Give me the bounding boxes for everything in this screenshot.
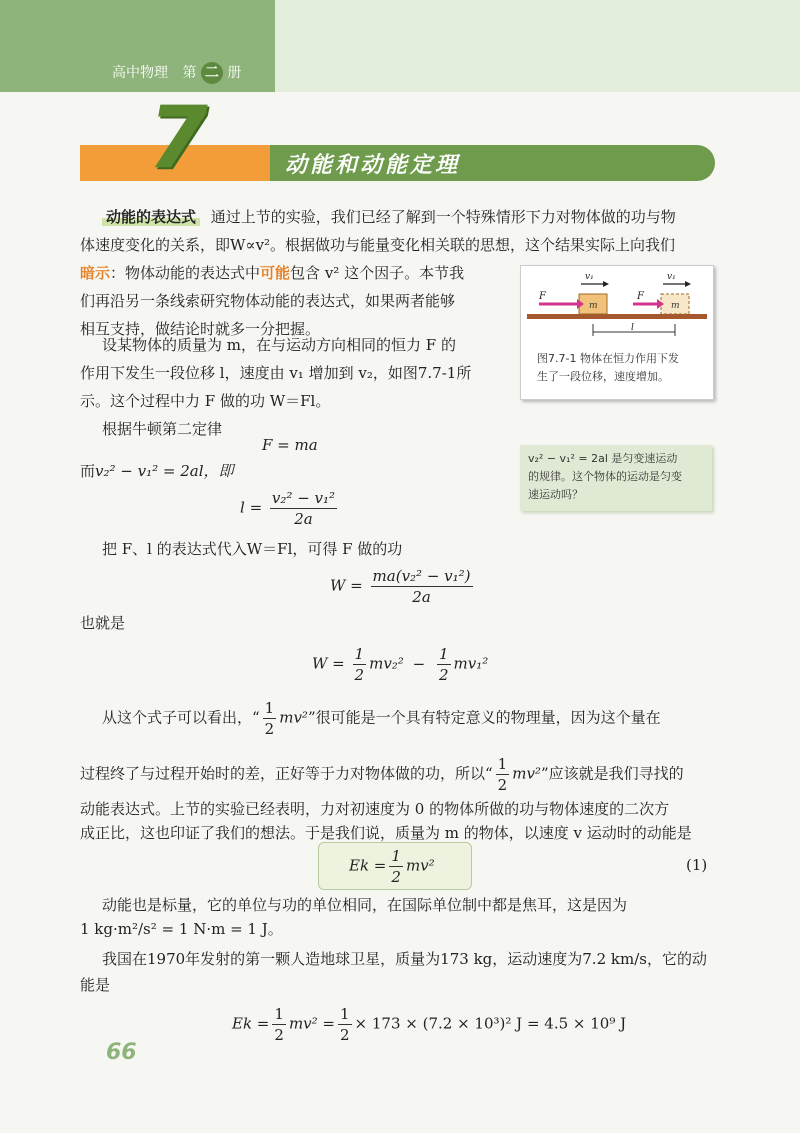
para3-line-1: 从这个式子可以看出，“ $\frac{1}{2}$ mv²”很可能是一个具有特定意义的物理量，因为这个量在: [102, 699, 661, 738]
figure-caption-1: 图7.7-1 物体在恒力作用下发: [537, 352, 679, 365]
para2-line-3: 示。这个过程中力 F 做的功 W＝Fl。: [80, 392, 331, 410]
intro-line-4: 们再沿另一条线索研究物体动能的表达式，如果两者能够: [80, 292, 456, 310]
volume-badge: 二: [201, 62, 223, 84]
fig-m2: m: [671, 301, 680, 311]
header-book-title: 高中物理 第 二 册: [112, 62, 241, 84]
ek-lhs: Ek =: [349, 856, 387, 875]
keyword: 可能: [260, 264, 291, 282]
fig-v1: v₁: [585, 272, 594, 282]
intro-line-3: 暗示：物体动能的表达式中可能包含 v² 这个因子。本节我: [80, 264, 465, 282]
final-equation: Ek = $\frac{1}{2}$ mv² = $\frac{1}{2}$ × 173 × (7.2 × 10³)² J = 4.5 × 10⁹ J: [232, 1005, 627, 1044]
chapter-number: 7: [148, 88, 208, 188]
ek-term: mv²: [405, 856, 435, 875]
hint-label: 暗示: [80, 264, 111, 282]
para2-line-2: 作用下发生一段位移 l，速度由 v₁ 增加到 v₂，如图7.7-1所: [80, 364, 472, 382]
para2-line-1: 设某物体的质量为 m，在与运动方向相同的恒力 F 的: [102, 336, 456, 354]
section-label: 动能的表达式: [102, 208, 200, 226]
figure-diagram: [521, 266, 713, 346]
header-band-light: [275, 0, 800, 92]
fig-l: l: [631, 323, 634, 333]
figure-box: [520, 265, 714, 400]
also-text: 也就是: [80, 614, 126, 632]
para3-line-4: 成正比，这也印证了我们的想法。于是我们说，质量为 m 的物体，以速度 v 运动时的动能是: [80, 824, 692, 842]
para2-line-4: 根据牛顿第二定律: [102, 420, 223, 438]
para4-line-4: 能是: [80, 976, 111, 994]
fig-f1: F: [539, 291, 546, 302]
para3-line-3: 动能表达式。上节的实验已经表明，力对初速度为 0 的物体所做的功与物体速度的二次方: [80, 800, 670, 818]
intro-line-5: 相互支持，做结论时就多一分把握。: [80, 320, 321, 338]
eq-sub-text: 把 F、l 的表达式代入W＝Fl，可得 F 做的功: [102, 540, 403, 558]
chapter-title: 动能和动能定理: [285, 153, 461, 178]
equation-number: (1): [686, 856, 708, 874]
side-note-line-1: v₂² − v₁² = 2al 是匀变速运动: [528, 452, 678, 465]
side-note-line-3: 速运动吗？: [528, 488, 583, 501]
ground: [527, 314, 707, 319]
page-number: 66: [106, 1040, 137, 1065]
side-note-line-2: 的规律。这个物体的运动是匀变: [528, 470, 682, 483]
side-note: [520, 445, 712, 511]
intro-line-2: 体速度变化的关系，即W∝v²。根据做功与能量变化相关联的思想，这个结果实际上向我们: [80, 236, 676, 254]
fig-f2: F: [637, 291, 644, 302]
para4-line-1: 动能也是标量，它的单位与功的单位相同，在国际单位制中都是焦耳，这是因为: [102, 896, 628, 914]
eq-newton: F = ma: [262, 436, 318, 454]
eq-w2: W = $\frac{1}{2}$ mv₂² − $\frac{1}{2}$ mv₁²: [312, 645, 489, 684]
fig-v2: v₁: [667, 272, 676, 282]
eq-w: W = $\frac{\text{ma(v₂² − v₁²)}}{2a}$: [330, 567, 471, 606]
intro-line-1: 动能的表达式 通过上节的实验，我们已经了解到一个特殊情形下力对物体做的功与物: [80, 202, 720, 232]
ek-formula-box: Ek = $\frac{1}{2}$ mv²: [318, 842, 472, 890]
para4-line-2: 1 kg·m²/s² = 1 N·m = 1 J。: [80, 920, 283, 938]
eq-l: l = $\frac{\text{v₂² − v₁²}}{2a}$: [240, 489, 336, 528]
eq-kinematic: 而v₂² − v₁² = 2al，即: [80, 462, 234, 480]
fig-m1: m: [589, 301, 598, 311]
para4-line-3: 我国在1970年发射的第一颗人造地球卫星，质量为173 kg，运动速度为7.2 km/s，它的动: [102, 950, 707, 968]
figure-caption-2: 生了一段位移，速度增加。: [537, 370, 669, 383]
para3-line-2: 过程终了与过程开始时的差，正好等于力对物体做的功，所以“ $\frac{1}{2}$ mv²”应该就是我们寻找的: [80, 755, 684, 794]
